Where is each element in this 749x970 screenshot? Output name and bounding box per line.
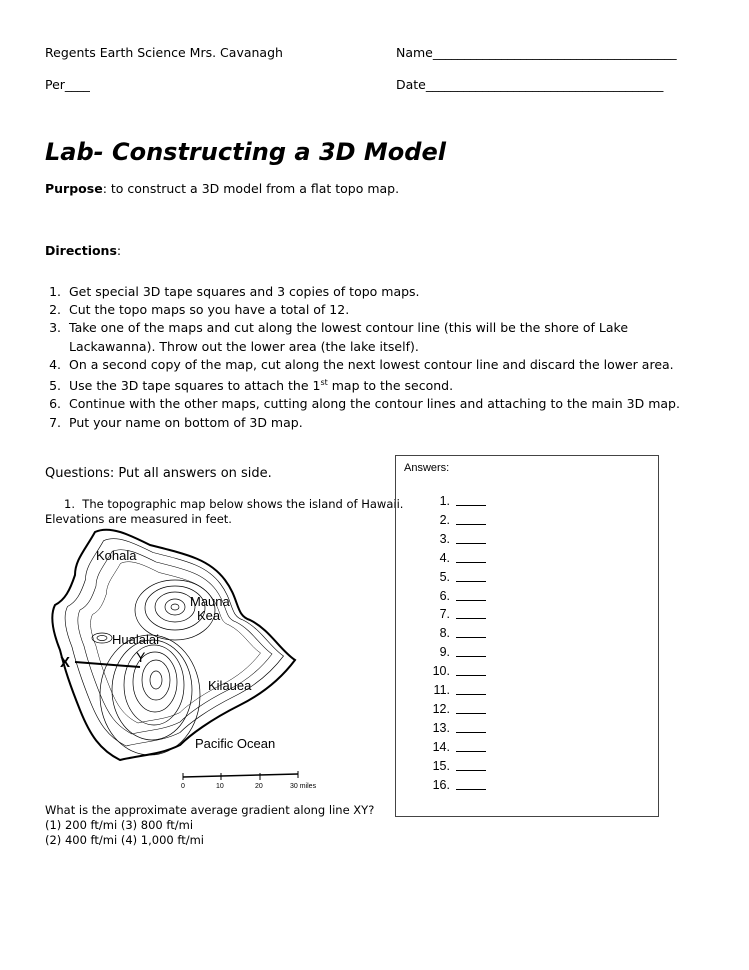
answer-number: 3. — [439, 531, 450, 546]
answer-line[interactable] — [426, 549, 486, 568]
direction-step: 1. Get special 3D tape squares and 3 copies of topo maps. — [65, 283, 705, 301]
answer-blank[interactable] — [456, 492, 486, 506]
direction-step: 5. Use the 3D tape squares to attach the 1st map to the second. — [65, 374, 705, 395]
answer-number: 12. — [432, 701, 450, 716]
answer-blank[interactable] — [456, 605, 486, 619]
answer-line[interactable] — [426, 757, 486, 776]
scale-tick: 30 miles — [290, 783, 317, 790]
answer-blank[interactable] — [456, 681, 486, 695]
directions-heading — [45, 243, 121, 258]
answer-blank[interactable] — [456, 530, 486, 544]
answer-number: 11. — [433, 683, 450, 698]
question-text: What is the approximate average gradient along line XY? — [45, 803, 375, 817]
answer-line[interactable] — [426, 624, 486, 643]
answer-blank[interactable] — [456, 568, 486, 582]
choices-row-1: (1) 200 ft/mi (3) 800 ft/mi — [45, 818, 194, 832]
answers-list — [426, 492, 486, 795]
choices-row-2: (2) 400 ft/mi (4) 1,000 ft/mi — [45, 833, 204, 847]
directions-label: Directions — [45, 243, 117, 258]
direction-step: 6. Continue with the other maps, cutting along the contour lines and attaching to the main 3D map. — [65, 395, 705, 413]
scale-tick: 0 — [181, 783, 185, 790]
label-x: X — [60, 654, 71, 671]
answer-number: 5. — [439, 569, 450, 584]
answer-number: 8. — [439, 626, 450, 641]
answer-line[interactable] — [426, 738, 486, 757]
label-mauna: Mauna — [190, 594, 230, 609]
direction-step: 7. Put your name on bottom of 3D map. — [65, 414, 705, 432]
label-pacific-ocean: Pacific Ocean — [195, 736, 276, 751]
answer-number: 13. — [432, 720, 450, 735]
direction-step: 2. Cut the topo maps so you have a total of 12. — [65, 301, 705, 319]
answer-number: 10. — [432, 664, 450, 679]
page-title: Lab- Constructing a 3D Model — [45, 138, 446, 166]
answer-line[interactable] — [426, 587, 486, 606]
answer-blank[interactable] — [456, 587, 486, 601]
contour-lines — [65, 539, 283, 755]
answer-number: 1. — [439, 494, 450, 508]
q1-text: The topographic map below shows the island of Hawaii. — [82, 497, 404, 511]
answer-line[interactable] — [426, 605, 486, 624]
colon: : — [116, 243, 122, 258]
date-field: Date______________________________________ — [396, 77, 664, 92]
answer-blank[interactable] — [456, 662, 486, 676]
answer-line[interactable] — [426, 568, 486, 587]
directions-list — [45, 283, 705, 432]
answer-line[interactable] — [426, 719, 486, 738]
answer-line[interactable] — [426, 700, 486, 719]
name-field: Name_______________________________________ — [396, 45, 677, 60]
answer-number: 16. — [432, 777, 450, 792]
label-kohala: Kohala — [96, 548, 137, 563]
answer-blank[interactable] — [456, 700, 486, 714]
label-kilauea: Kilauea — [208, 678, 252, 693]
answer-line[interactable] — [426, 511, 486, 530]
question-1 — [64, 497, 403, 511]
answer-line[interactable] — [426, 776, 486, 795]
direction-step: 3. Take one of the maps and cut along the lowest contour line (this will be the shore of Lake Lackawanna). Throw out the lower area (the lake itself). — [65, 319, 705, 355]
answer-blank[interactable] — [456, 719, 486, 733]
answer-number: 6. — [439, 588, 450, 603]
question-1-cont: Elevations are measured in feet. — [45, 512, 232, 526]
answer-line[interactable] — [426, 492, 486, 511]
answer-line[interactable] — [426, 643, 486, 662]
q1-number: 1. — [64, 497, 75, 511]
answer-line[interactable] — [426, 681, 486, 700]
answer-number: 14. — [432, 739, 450, 754]
label-y: Y — [136, 649, 146, 665]
coastline — [52, 530, 295, 760]
period-field: Per____ — [45, 77, 90, 92]
purpose-label: Purpose — [45, 181, 103, 196]
questions-heading: Questions: Put all answers on side. — [45, 466, 272, 481]
answer-blank[interactable] — [456, 511, 486, 525]
answer-blank[interactable] — [456, 738, 486, 752]
answers-heading: Answers: — [404, 462, 450, 474]
answer-line[interactable] — [426, 530, 486, 549]
answer-blank[interactable] — [456, 776, 486, 790]
purpose-text: : to construct a 3D model from a flat topo map. — [102, 181, 400, 196]
answer-number: 7. — [439, 607, 450, 622]
answer-blank[interactable] — [456, 757, 486, 771]
answer-number: 9. — [439, 645, 450, 660]
course-header: Regents Earth Science Mrs. Cavanagh — [45, 45, 283, 60]
direction-step: 4. On a second copy of the map, cut along the next lowest contour line and discard the lower area. — [65, 356, 705, 374]
label-kea: Kea — [197, 608, 221, 623]
answer-number: 4. — [439, 550, 450, 565]
label-hualalai: Hualalai — [112, 632, 159, 647]
answer-line[interactable] — [426, 662, 486, 681]
answer-number: 15. — [432, 758, 450, 773]
answer-blank[interactable] — [456, 643, 486, 657]
answer-blank[interactable] — [456, 624, 486, 638]
answer-blank[interactable] — [456, 549, 486, 563]
answer-number: 2. — [439, 512, 450, 527]
scale-bar — [183, 774, 298, 777]
answers-box — [395, 455, 659, 817]
scale-tick: 10 — [216, 783, 224, 790]
hawaii-topo-map — [40, 520, 340, 790]
purpose — [45, 181, 399, 196]
scale-tick: 20 — [255, 783, 263, 790]
